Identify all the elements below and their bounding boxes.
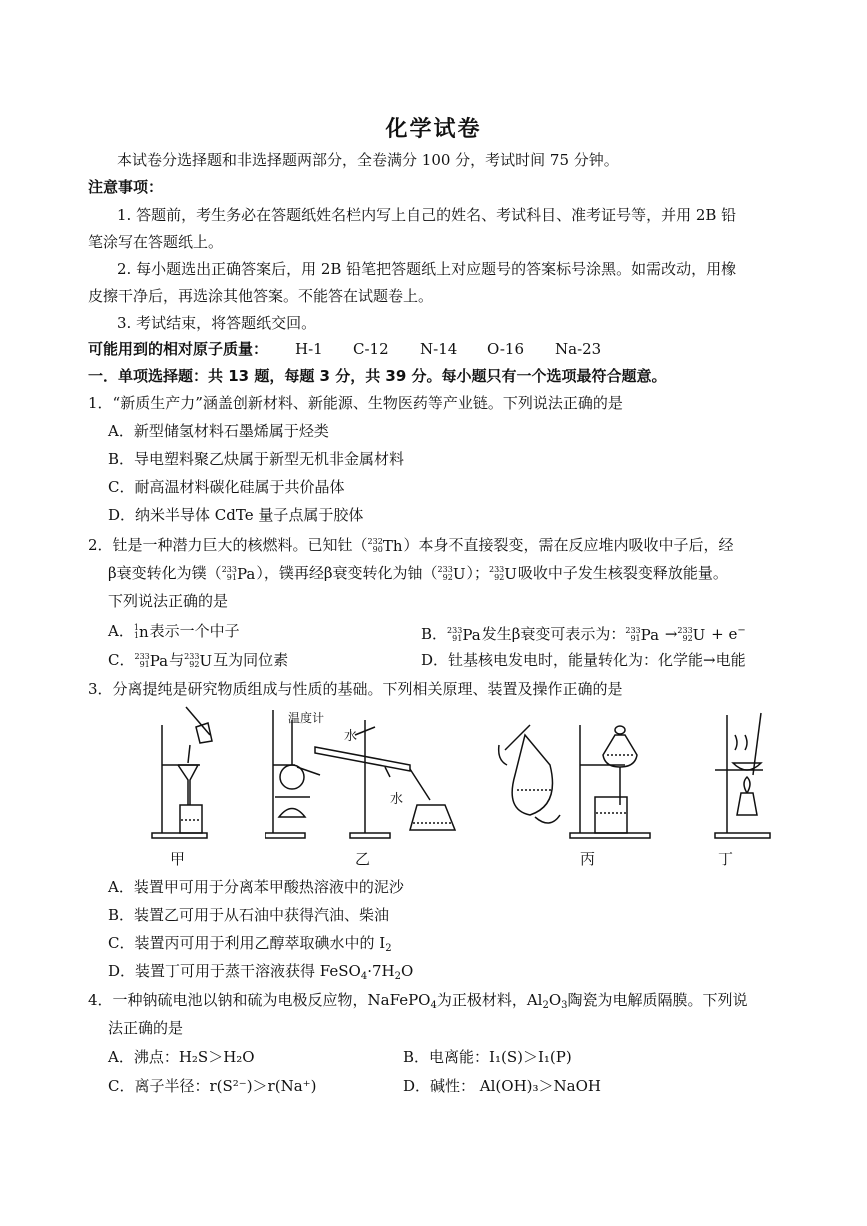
intro-text: 本试卷分选择题和非选择题两部分，全卷满分 100 分，考试时间 75 分钟。	[117, 151, 619, 169]
isotope-u: 233 92 U	[437, 565, 466, 583]
reaction-arrow: →	[664, 625, 678, 643]
q3-option-d: D．装置丁可用于蒸干溶液获得 $FeSO_4\cdot 7H_2O$	[108, 962, 414, 982]
atomic-mass-o: O-16	[487, 340, 525, 358]
apparatus-jia-filtration	[150, 705, 220, 840]
q1-option-a: A．新型储氢材料石墨烯属于烃类	[108, 422, 329, 440]
q2-stem2-text-c: ）；	[466, 564, 489, 582]
water-inlet-label: 水	[390, 792, 404, 807]
q4-option-a: A．沸点：H₂S＞H₂O	[108, 1048, 255, 1066]
q1-stem: 1．“新质生产力”涵盖创新材料、新能源、生物医药等产业链。下列说法正确的是	[88, 394, 623, 412]
q4-stem-line-1: 4．一种钠硫电池以钠和硫为电极反应物，NaFePO$_4$为正极材料，$Al_2O_3$陶瓷为电解质隔膜。下列说	[88, 991, 748, 1011]
figure-label-ding: 丁	[718, 850, 734, 868]
q2-stem-line-2	[108, 563, 728, 584]
note-1-line-2: 笔涂写在答题纸上。	[88, 233, 224, 251]
atomic-mass-n: N-14	[420, 340, 458, 358]
isotope-u-2: 233 92 U	[488, 565, 517, 583]
atomic-mass-na: Na-23	[555, 340, 602, 358]
apparatus-ding-evaporation	[705, 705, 775, 840]
q4-option-d: D．碱性： Al(OH)₃＞NaOH	[403, 1077, 601, 1095]
isotope-u-b: 233 92 U	[677, 626, 706, 644]
q2-stem-line-1	[88, 535, 734, 556]
isotope-pa-c: 233 91 Pa	[134, 652, 169, 670]
q3-option-c: C．装置丙可用于利用乙醇萃取碘水中的 $I_2$	[108, 934, 392, 954]
isotope-pa-b: 233 91 Pa	[447, 626, 481, 644]
q4-stem-line-2: 法正确的是	[108, 1019, 184, 1037]
isotope-n: 1 1 n	[133, 623, 149, 641]
note-3: 3. 考试结束，将答题纸交回。	[117, 314, 317, 332]
isotope-u-c: 233 92 U	[184, 652, 213, 670]
atomic-mass-c: C-12	[353, 340, 389, 358]
water-outlet-label: 水	[344, 729, 358, 744]
figure-label-yi: 乙	[355, 850, 371, 868]
q2-stem-text-b: ）本身不直接裂变，需在反应堆内吸收中子后，经	[403, 536, 734, 554]
q2-stem-text-a: 2．钍是一种潜力巨大的核燃料。已知钍（	[88, 536, 368, 554]
q3-option-a: A．装置甲可用于分离苯甲酸热溶液中的泥沙	[108, 878, 404, 896]
note-1-line-1: 1. 答题前，考生务必在答题纸姓名栏内写上自己的姓名、考试科目、准考证号等，并用 2B 铅	[117, 206, 737, 224]
q2-stem-line-3: 下列说法正确的是	[108, 592, 229, 610]
atomic-mass-label: 可能用到的相对原子质量：	[88, 340, 269, 358]
q2-option-c: C． 233 91 Pa与 233 92 U互为同位素	[108, 651, 289, 670]
isotope-pa-b2: 233 91 Pa	[625, 626, 660, 644]
thermometer-label: 温度计	[288, 711, 325, 725]
notes-heading: 注意事项：	[88, 178, 164, 196]
q2-option-a: A． 1 1 n表示一个中子	[108, 622, 240, 641]
q4-option-c: C．离子半径：r(S²⁻)＞r(Na⁺)	[108, 1077, 317, 1095]
isotope-th: 232 90 Th	[367, 537, 403, 555]
q1-option-b: B．导电塑料聚乙炔属于新型无机非金属材料	[108, 450, 405, 468]
isotope-pa: 233 91 Pa	[221, 565, 256, 583]
q4-option-b: B．电离能：I₁(S)＞I₁(P)	[403, 1048, 572, 1066]
q2-option-b: B． 233 91 Pa发生β衰变可表示为： 233 91 Pa → 233 92 U + e−	[421, 625, 746, 644]
atomic-mass-h: H-1	[295, 340, 323, 358]
note-2-line-2: 皮擦干净后，再选涂其他答案。不能答在试题卷上。	[88, 287, 434, 305]
page-title: 化学试卷	[385, 117, 482, 142]
q2-option-d: D．钍基核电发电时，能量转化为：化学能→电能	[421, 651, 746, 669]
q1-option-d: D．纳米半导体 CdTe 量子点属于胶体	[108, 506, 364, 524]
q2-stem2-text-b: ），镤再经β衰变转化为铀（	[256, 564, 438, 582]
q3-option-b: B．装置乙可用于从石油中获得汽油、柴油	[108, 906, 390, 924]
section-1-heading: 一．单项选择题：共 13 题，每题 3 分，共 39 分。每小题只有一个选项最符合题意。	[88, 367, 667, 385]
figure-label-bing: 丙	[580, 850, 596, 868]
q2-stem2-text-a: β衰变转化为镤（	[108, 564, 222, 582]
figure-label-jia: 甲	[170, 850, 186, 868]
q1-option-c: C．耐高温材料碳化硅属于共价晶体	[108, 478, 345, 496]
apparatus-bing-extraction	[495, 705, 655, 840]
q3-stem: 3．分离提纯是研究物质组成与性质的基础。下列相关原理、装置及操作正确的是	[88, 680, 623, 698]
note-2-line-1: 2. 每小题选出正确答案后，用 2B 铅笔把答题纸上对应题号的答案标号涂黑。如需改动，用橡	[117, 260, 737, 278]
q2-stem2-text-d: 吸收中子发生核裂变释放能量。	[517, 564, 728, 582]
